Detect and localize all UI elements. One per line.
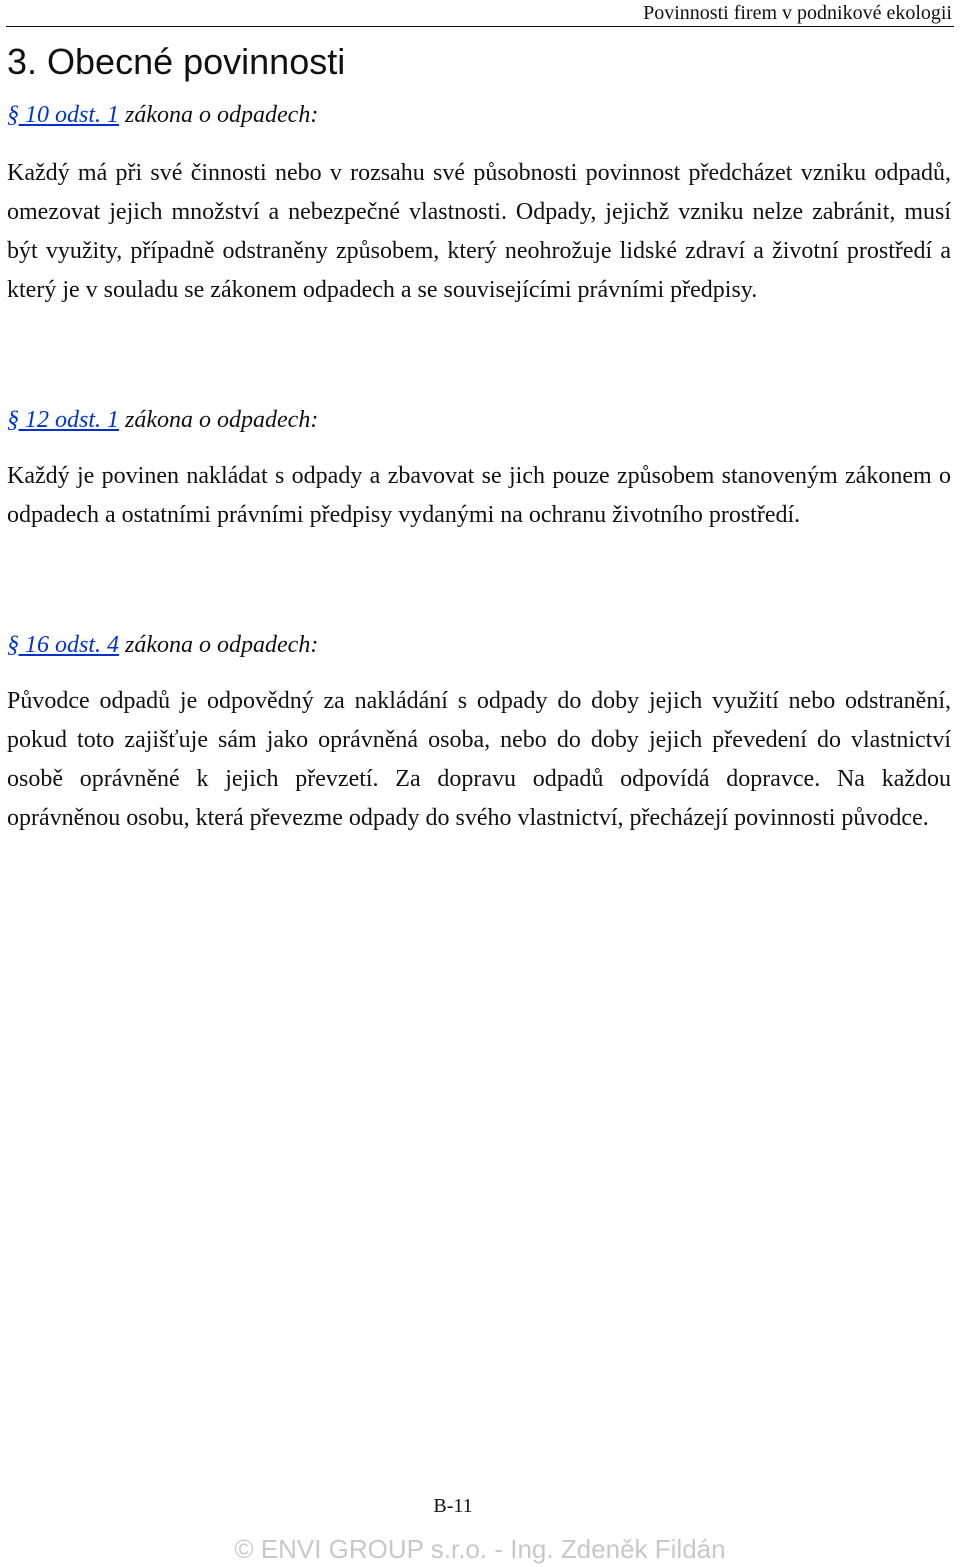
law-reference-16-4	[7, 630, 318, 660]
law-reference-10-1	[7, 100, 318, 130]
running-header: Povinnosti firem v podnikové ekologii	[643, 2, 952, 24]
header-rule	[6, 26, 954, 27]
paragraph-10-1: Každý má při své činnosti nebo v rozsahu své působnosti povinnost předcházet vzniku odpadů, omezovat jejich množství a nebezpečné vlastnosti. Odpady, jejichž vzniku nelze zabránit, musí být využity, případně odstraněny způsobem, který neohrožuje lidské zdraví a životní prostředí a který je v souladu se zákonem odpadech a se souvisejícími právními předpisy.	[7, 160, 951, 303]
page-number: B-11	[433, 1495, 473, 1517]
law-link-16-4[interactable]: § 16 odst. 4	[7, 632, 120, 658]
law-link-12-1[interactable]: § 12 odst. 1	[7, 407, 120, 433]
footer-credit: © ENVI GROUP s.r.o. - Ing. Zdeněk Fildán	[234, 1534, 726, 1564]
law-reference-suffix: zákona o odpadech:	[119, 632, 319, 658]
law-reference-suffix: zákona o odpadech:	[119, 102, 319, 128]
law-reference-12-1	[7, 405, 318, 435]
law-reference-suffix: zákona o odpadech:	[119, 407, 319, 433]
law-link-10-1[interactable]: § 10 odst. 1	[7, 102, 120, 128]
paragraph-12-1: Každý je povinen nakládat s odpady a zbavovat se jich pouze způsobem stanoveným zákonem o odpadech a ostatními právními předpisy vydanými na ochranu životního prostředí.	[7, 463, 951, 528]
section-title: 3. Obecné povinnosti	[7, 41, 346, 82]
paragraph-16-4: Původce odpadů je odpovědný za nakládání s odpady do doby jejich využití nebo odstranění, pokud toto zajišťuje sám jako oprávněná osoba, nebo do doby jejich převedení do vlastnictví osobě oprávněné k jejich převzetí. Za dopravu odpadů odpovídá dopravce. Na každou oprávněnou osobu, která převezme odpady do svého vlastnictví, přecházejí povinnosti původce.	[7, 688, 951, 831]
